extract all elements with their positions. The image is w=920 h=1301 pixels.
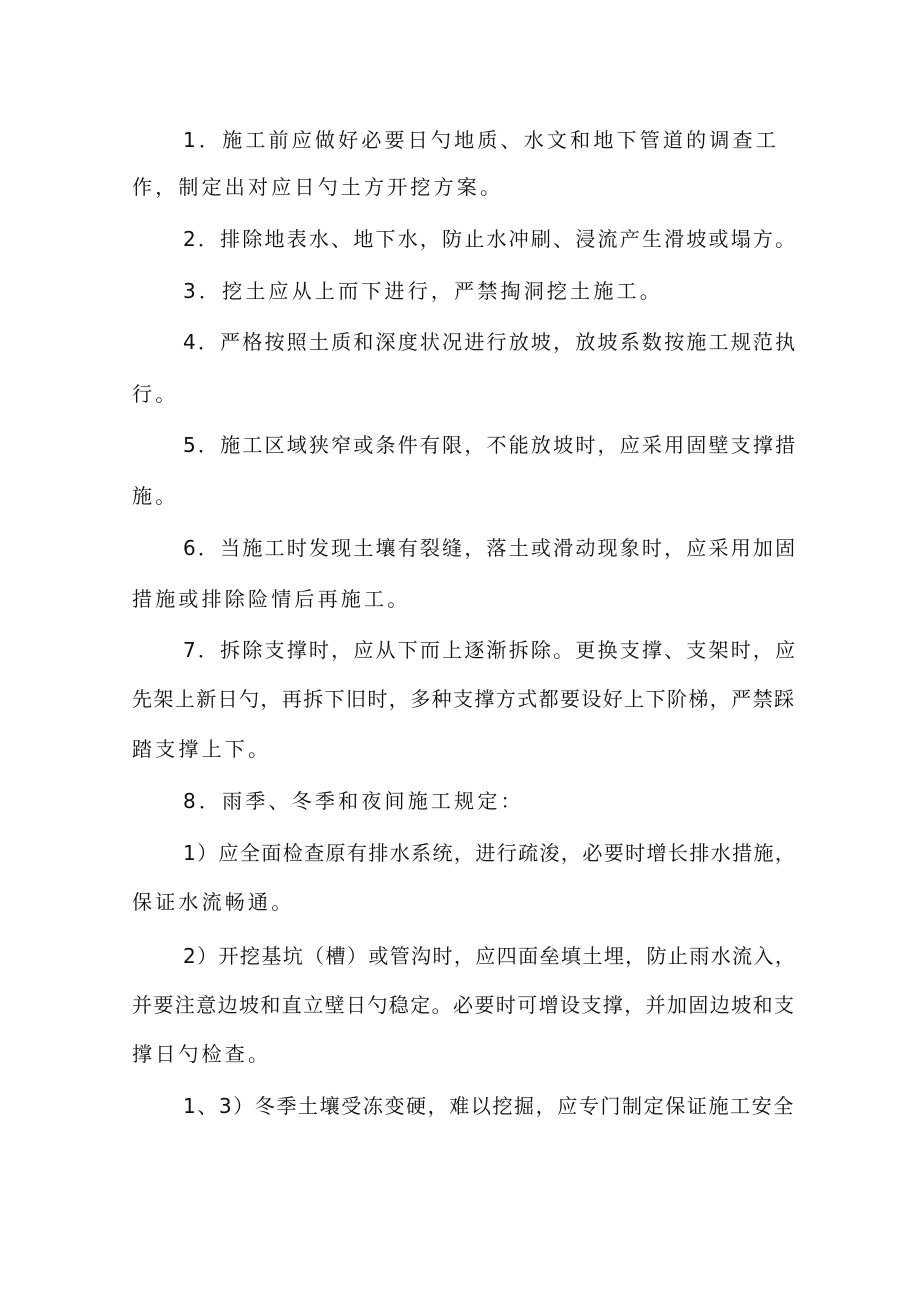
sub-1-line-2: 保证水流畅通。 — [132, 890, 295, 914]
item-2-line-1: 2．排除地表水、地下水，防止水冲刷、浸流产生滑坡或塌方。 — [183, 227, 798, 251]
item-5-line-1: 5．施工区域狭窄或条件有限，不能放坡时，应采用固壁支撑措 — [183, 433, 798, 457]
item-7-line-2: 先架上新日勺，再拆下旧时，多种支撑方式都要设好上下阶梯，严禁踩 — [132, 687, 796, 711]
item-4-line-1: 4．严格按照土质和深度状况进行放坡，放坡系数按施工规范执 — [183, 330, 798, 354]
item-7-line-3: 踏支撑上下。 — [132, 737, 272, 761]
item-6-line-2: 措施或排除险情后再施工。 — [132, 587, 411, 611]
item-4-line-2: 行。 — [132, 382, 179, 406]
sub-2-line-2: 并要注意边坡和直立壁日勺稳定。必要时可增设支撑，并加固边坡和支 — [132, 993, 796, 1017]
sub-2-line-1: 2）开挖基坑（槽）或管沟时，应四面垒填土埋，防止雨水流入， — [183, 944, 797, 968]
sub-2-line-3: 撑日勺检查。 — [132, 1042, 272, 1066]
sub-1-line-1: 1）应全面检查原有排水系统，进行疏浚，必要时增长排水措施， — [183, 841, 797, 865]
sub-3-line-1: 1、3）冬季土壤受冻变硬，难以挖掘，应专门制定保证施工安全 — [183, 1094, 795, 1118]
item-8-line-1: 8．雨季、冬季和夜间施工规定： — [183, 789, 524, 813]
item-6-line-1: 6．当施工时发现土壤有裂缝，落土或滑动现象时，应采用加固 — [183, 536, 798, 560]
item-7-line-1: 7．拆除支撑时，应从下而上逐渐拆除。更换支撑、支架时，应 — [183, 638, 798, 662]
item-1-line-2: 作，制定出对应日勺土方开挖方案。 — [132, 175, 504, 199]
item-3-line-1: 3．挖土应从上而下进行，严禁掏洞挖土施工。 — [183, 279, 663, 303]
item-1-line-1: 1．施工前应做好必要日勺地质、水文和地下管道的调查工 — [183, 128, 779, 152]
item-5-line-2: 施。 — [132, 484, 179, 508]
